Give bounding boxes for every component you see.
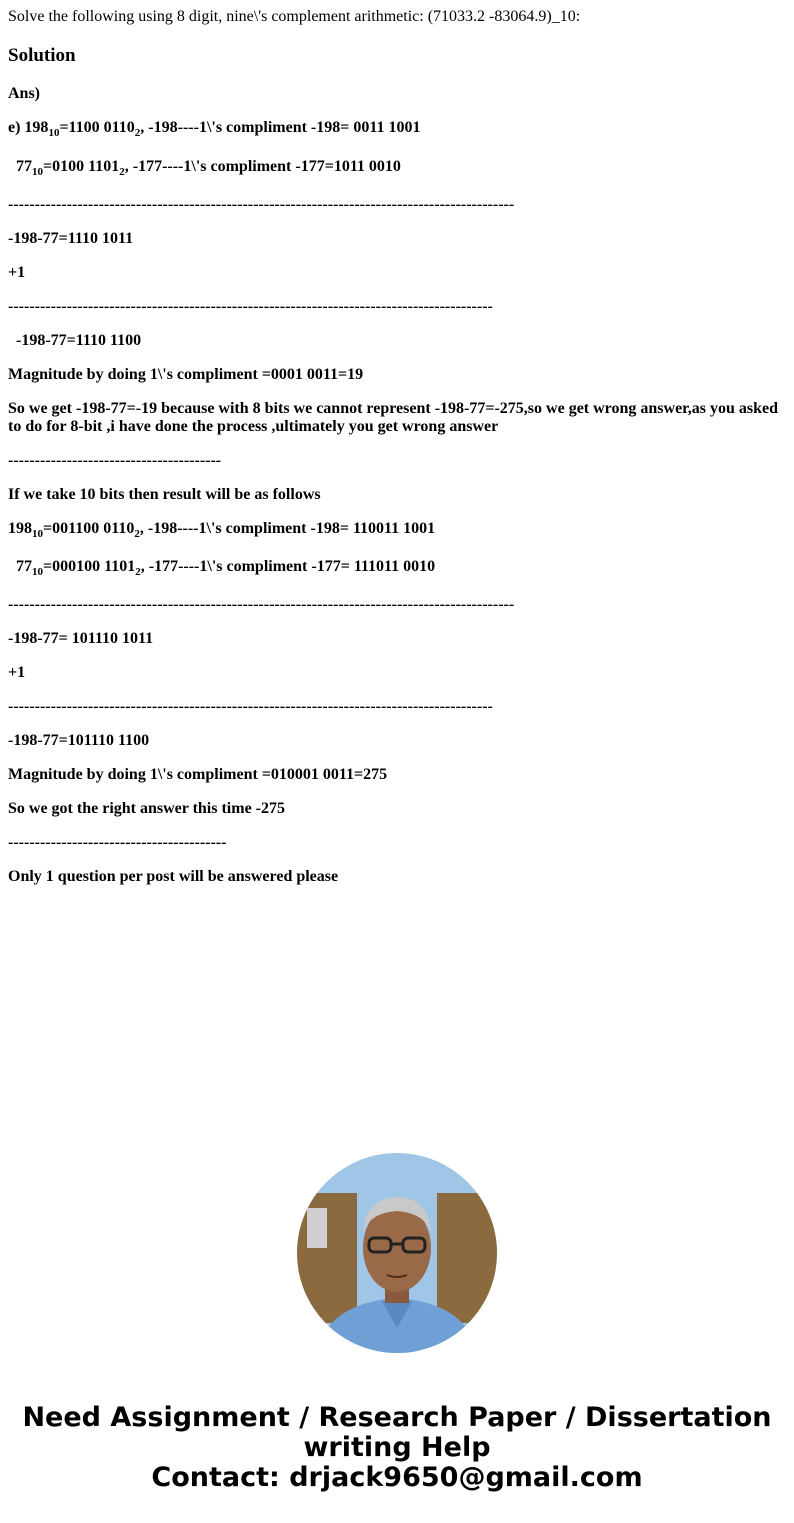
divider: -----------------------------------------: [8, 834, 227, 851]
promo-contact: Contact: drjack9650@gmail.com: [151, 1462, 643, 1493]
magnitude-8bit: Magnitude by doing 1\'s compliment =0001 0011=19: [8, 366, 364, 383]
ans-label: Ans): [8, 85, 41, 102]
divider: -------------------------------------------------------------------------------------------: [8, 698, 493, 715]
plus-one: +1: [8, 264, 26, 281]
line-198-8bit: e) $198_{10}=1100$ $0110_2$, -198----1\'s compliment -198= 0011 1001: [8, 119, 421, 139]
sum-8bit: -198-77=1110 1011: [8, 230, 134, 247]
explanation: So we get -198-77=-19 because with 8 bits we cannot represent -198-77=-275,so we get wrong answer,as you asked to do for 8-bit ,i have done the process ,ultimately you get wrong answer: [8, 400, 779, 435]
promo-line-1: Need Assignment / Research Paper / Dissertation: [22, 1402, 772, 1433]
line-77-8bit: $77_{10}=0100$ $1101_2$, -177----1\'s compliment -177=1011 0010: [16, 158, 401, 178]
avatar: [297, 1153, 497, 1353]
footer-note: Only 1 question per post will be answered please: [8, 868, 339, 885]
divider: ----------------------------------------: [8, 452, 222, 469]
promo-line-2: writing Help: [303, 1432, 491, 1463]
line-77-10bit: $77_{10}=000100$ $1101_2$, -177----1\'s compliment -177= 111011 0010: [16, 558, 436, 578]
ten-bits-intro: If we take 10 bits then result will be as follows: [8, 486, 321, 503]
line-198-10bit: $198_{10}=001100$ $0110_2$, -198----1\'s compliment -198= 110011 1001: [8, 520, 436, 540]
result-10bit: -198-77=101110 1100: [8, 732, 150, 749]
divider: -----------------------------------------------------------------------------------------------: [8, 196, 515, 213]
promo-banner: [0, 1403, 794, 1493]
result-8bit: -198-77=1110 1100: [16, 332, 142, 349]
divider: -----------------------------------------------------------------------------------------------: [8, 596, 515, 613]
solution-heading: Solution: [8, 45, 76, 66]
magnitude-10bit: Magnitude by doing 1\'s compliment =010001 0011=275: [8, 766, 388, 783]
sum-10bit: -198-77= 101110 1011: [8, 630, 154, 647]
question-text: Solve the following using 8 digit, nine\'s complement arithmetic: (71033.2 -83064.9)_10:: [8, 8, 581, 25]
divider: -------------------------------------------------------------------------------------------: [8, 298, 493, 315]
right-answer: So we got the right answer this time -275: [8, 800, 286, 817]
plus-one: +1: [8, 664, 26, 681]
